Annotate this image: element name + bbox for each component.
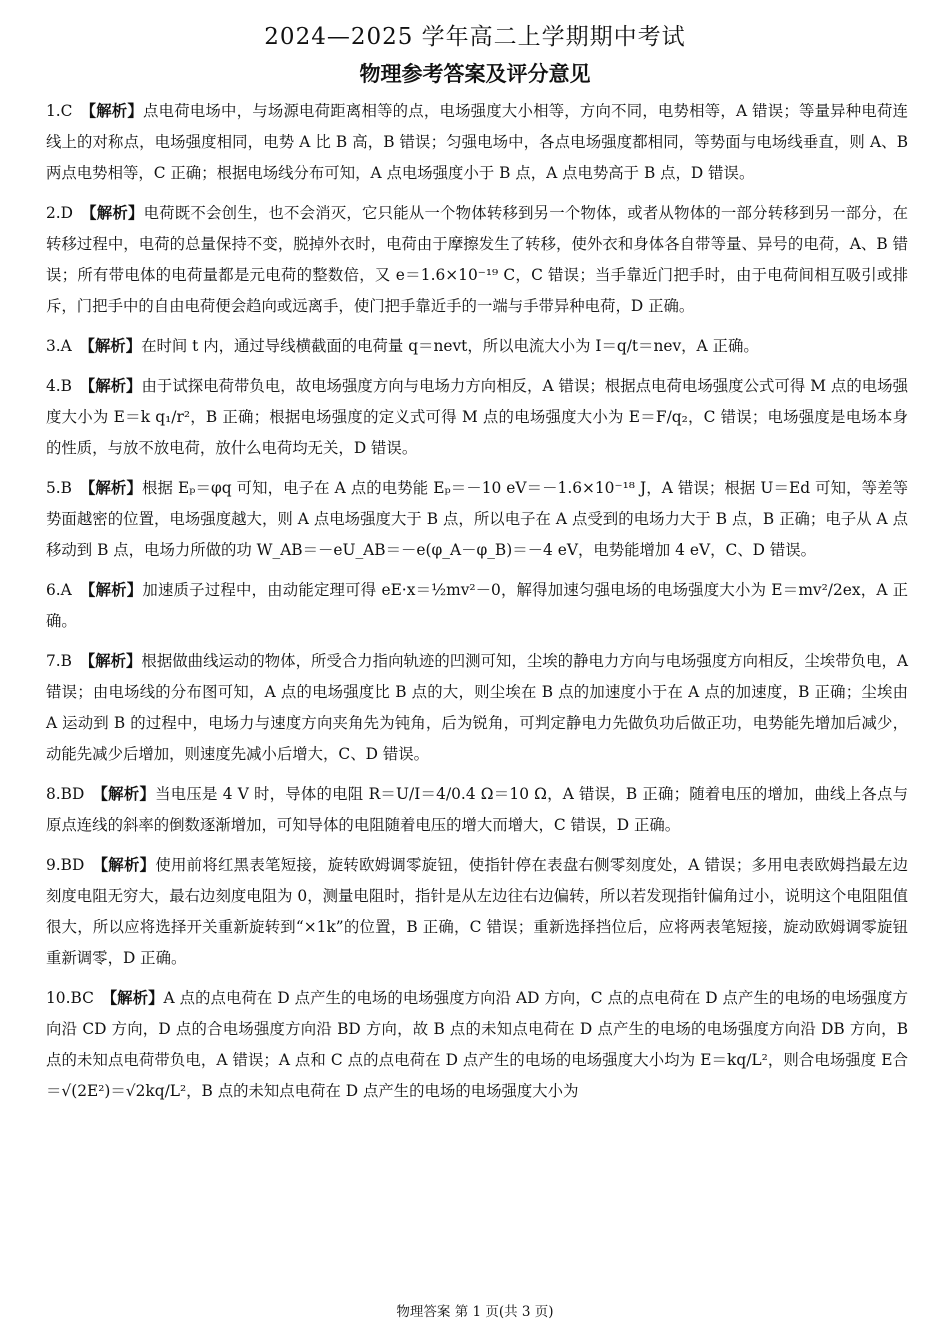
- answer-text: 根据做曲线运动的物体，所受合力指向轨迹的凹测可知，尘埃的静电力方向与电场强度方向相反，尘埃带负电，A 错误；由电场线的分布图可知，A 点的电场强度比 B 点的大，则尘埃在 B 点的加速度小于在 A 点的加速度，B 正确；尘埃由 A 运动到 B 的过程中，电场力与速度方向夹角先为钝角，后为锐角，可判定静电力先做负功后做正功，电势能先增加后减少，动能先减少后增加，则速度先减小后增大，C、D 错误。: [46, 652, 908, 763]
- answer-text: 点电荷电场中，与场源电荷距离相等的点，电场强度大小相等，方向不同，电势相等，A 错误；等量异种电荷连线上的对称点，电场强度相同，电势 A 比 B 高，B 错误；匀强电场中，各点电场强度都相同，等势面与电场线垂直，则 A、B 两点电势相等，C 正确；根据电场线分布可知，A 点电场强度小于 B 点，A 点电势高于 B 点，D 错误。: [46, 102, 908, 182]
- answers-body: [46, 96, 908, 1116]
- analysis-tag: 【解析】: [100, 785, 156, 803]
- analysis-tag: 【解析】: [88, 204, 144, 222]
- answer-item: [46, 646, 908, 770]
- exam-title: 2024—2025 学年高二上学期期中考试: [264, 24, 686, 50]
- analysis-tag: 【解析】: [87, 337, 142, 355]
- answer-number: 6.A: [46, 581, 72, 599]
- answer-number: 5.B: [46, 479, 72, 497]
- answer-text: 当电压是 4 V 时，导体的电阻 R＝U/I＝4/0.4 Ω＝10 Ω，A 错误，B 正确；随着电压的增加，曲线上各点与原点连线的斜率的倒数逐渐增加，可知导体的电阻随着电压的增大而增大，C 错误，D 正确。: [46, 785, 908, 834]
- answer-item: [46, 198, 908, 322]
- answer-number: 10.BC: [46, 989, 94, 1007]
- answer-number: 1.C: [46, 102, 73, 120]
- answer-item: [46, 96, 908, 189]
- answer-item: [46, 331, 908, 362]
- analysis-tag: 【解析】: [87, 479, 142, 497]
- answer-item: [46, 371, 908, 464]
- answer-text: 使用前将红黑表笔短接，旋转欧姆调零旋钮，使指针停在表盘右侧零刻度处，A 错误；多用电表欧姆挡最左边刻度电阻无穷大，最右边刻度电阻为 0，测量电阻时，指针是从左边往右边偏转，所以若发现指针偏角过小，说明这个电阻阻值很大，所以应将选择开关重新旋转到“×1k”的位置，B 正确，C 错误；重新选择挡位后，应将两表笔短接，旋动欧姆调零旋钮重新调零，D 正确。: [46, 856, 908, 967]
- answer-text: A 点的点电荷在 D 点产生的电场的电场强度方向沿 AD 方向，C 点的点电荷在 D 点产生的电场的电场强度方向沿 CD 方向，D 点的合电场强度方向沿 BD 方向，故 B 点的未知点电荷在 D 点产生的电场的电场强度方向沿 DB 方向，B 点的未知点电荷带负电，A 错误；A 点和 C 点的点电荷在 D 点产生的电场的电场强度大小均为 E＝kq/L²，则合电场强度 E合＝√(2E²)＝√2kq/L²，B 点的未知点电荷在 D 点产生的电场的电场强度大小为: [46, 989, 908, 1100]
- page-footer: 物理答案 第 1 页(共 3 页): [396, 1304, 554, 1320]
- answer-key-title: 物理参考答案及评分意见: [359, 62, 591, 86]
- answer-text: 根据 Eₚ＝φq 可知，电子在 A 点的电势能 Eₚ＝－10 eV＝－1.6×10⁻¹⁸ J，A 错误；根据 U＝Ed 可知，等差等势面越密的位置，电场强度越大，则 A 点电场强度大于 B 点，所以电子在 A 点受到的电场力大于 B 点，B 正确；电子从 A 点移动到 B 点，电场力所做的功 W_AB＝－eU_AB＝－e(φ_A－φ_B)＝－4 eV，电势能增加 4 eV，C、D 错误。: [46, 479, 908, 559]
- answer-item: [46, 983, 908, 1107]
- answer-number: 3.A: [46, 337, 72, 355]
- answer-number: 9.BD: [46, 856, 85, 874]
- analysis-tag: 【解析】: [109, 989, 164, 1007]
- answer-number: 7.B: [46, 652, 72, 670]
- answer-number: 8.BD: [46, 785, 85, 803]
- analysis-tag: 【解析】: [100, 856, 156, 874]
- answer-text: 由于试探电荷带负电，故电场强度方向与电场力方向相反，A 错误；根据点电荷电场强度公式可得 M 点的电场强度大小为 E＝k q₁/r²，B 正确；根据电场强度的定义式可得 M 点的电场强度大小为 E＝F/q₂，C 错误；电场强度是电场本身的性质，与放不放电荷，放什么电荷均无关，D 错误。: [46, 377, 908, 457]
- answer-number: 2.D: [46, 204, 74, 222]
- answer-item: [46, 850, 908, 974]
- answer-item: [46, 779, 908, 841]
- answer-number: 4.B: [46, 377, 72, 395]
- analysis-tag: 【解析】: [87, 581, 143, 599]
- answer-text: 加速质子过程中，由动能定理可得 eE·x＝½mv²－0，解得加速匀强电场的电场强度大小为 E＝mv²/2ex，A 正确。: [46, 581, 908, 630]
- analysis-tag: 【解析】: [88, 102, 144, 120]
- answer-text: 在时间 t 内，通过导线横截面的电荷量 q＝nevt，所以电流大小为 I＝q/t＝nev，A 正确。: [141, 337, 759, 355]
- analysis-tag: 【解析】: [87, 652, 142, 670]
- answer-text: 电荷既不会创生，也不会消灭，它只能从一个物体转移到另一个物体，或者从物体的一部分转移到另一部分，在转移过程中，电荷的总量保持不变，脱掉外衣时，电荷由于摩擦发生了转移，使外衣和身体各自带等量、异号的电荷，A、B 错误；所有带电体的电荷量都是元电荷的整数倍，又 e＝1.6×10⁻¹⁹ C，C 错误；当手靠近门把手时，由于电荷间相互吸引或排斥，门把手中的自由电荷便会趋向或远离手，使门把手靠近手的一端与手带异种电荷，D 正确。: [46, 204, 908, 315]
- answer-item: [46, 473, 908, 566]
- answer-item: [46, 575, 908, 637]
- analysis-tag: 【解析】: [87, 377, 142, 395]
